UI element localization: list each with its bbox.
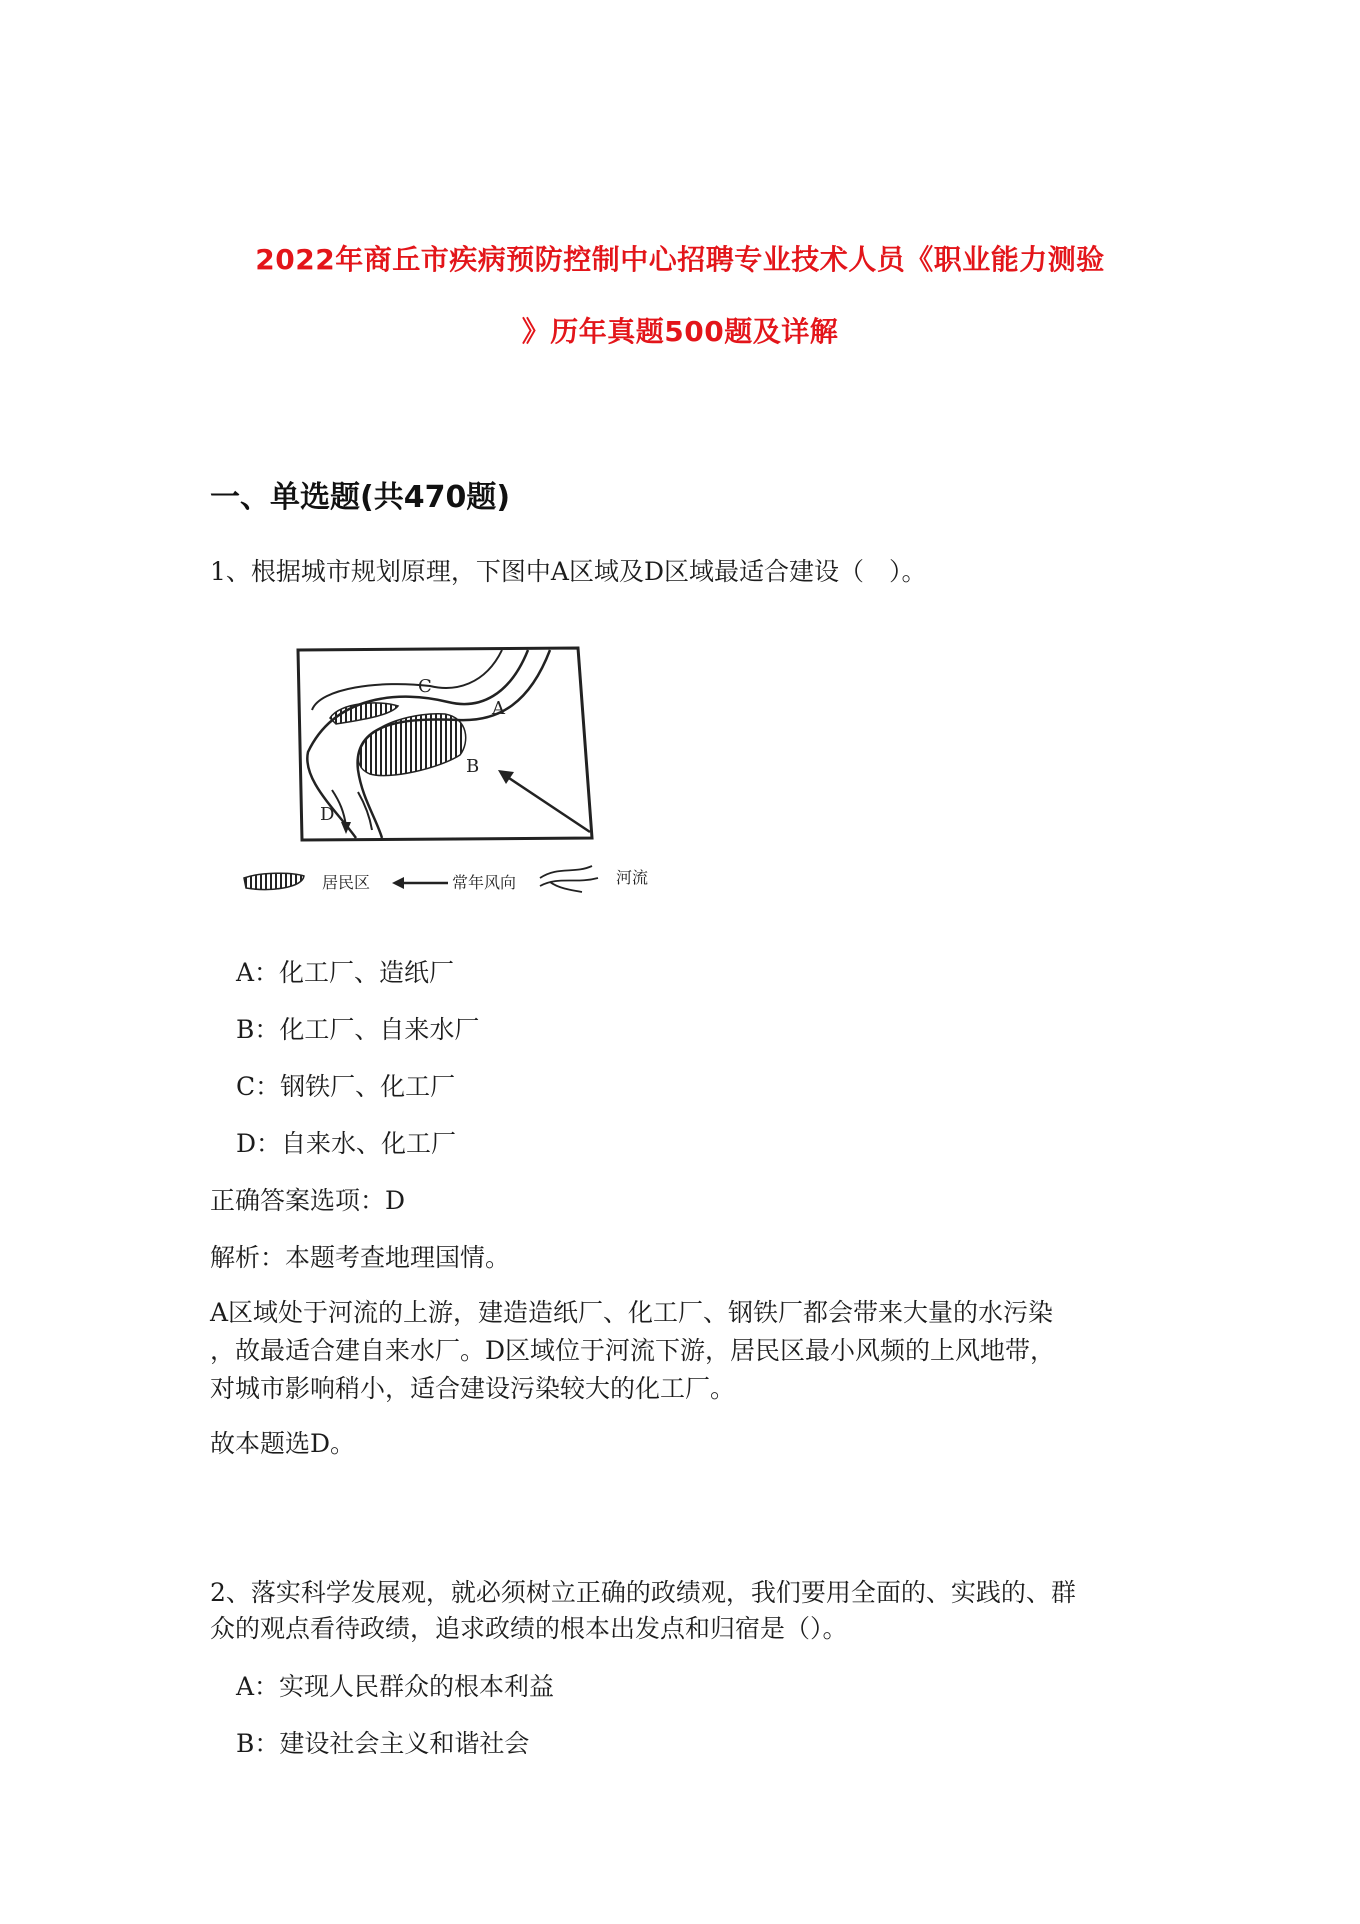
region-label-a: A [492,698,505,719]
legend-residential-label: 居民区 [322,873,371,892]
wind-direction-arrowhead [498,770,514,784]
document-title-line-2: 》历年真题500题及详解 [521,315,839,348]
section-heading: 一、单选题(共470题) [210,480,511,515]
q1-analysis-heading: 解析：本题考查地理国情。 [210,1243,511,1272]
q1-conclusion: 故本题选D。 [210,1429,356,1458]
region-label-d: D [320,804,335,825]
q1-option-d[interactable]: D：自来水、化工厂 [236,1129,457,1158]
document-title-line-1: 2022年商丘市疾病预防控制中心招聘专业技术人员《职业能力测验 [255,243,1105,276]
q1-analysis-line-3: 对城市影响稍小，适合建设污染较大的化工厂。 [210,1374,736,1403]
region-label-c: C [418,676,432,697]
q1-option-c[interactable]: C：钢铁厂、化工厂 [236,1072,456,1101]
question-1-stem: 1、根据城市规划原理，下图中A区域及D区域最适合建设（ ）。 [210,557,927,586]
residential-area-large [358,714,465,776]
q1-option-b[interactable]: B：化工厂、自来水厂 [236,1015,480,1044]
q1-analysis-line-2: ，故最适合建自来水厂。D区域位于河流下游，居民区最小风频的上风地带， [210,1336,1056,1365]
q2-option-a[interactable]: A：实现人民群众的根本利益 [236,1672,555,1701]
question-2-stem-line-2: 众的观点看待政绩，追求政绩的根本出发点和归宿是（）。 [210,1614,848,1643]
region-label-b: B [466,756,480,777]
legend-residential-swatch [244,873,304,889]
q2-option-b[interactable]: B：建设社会主义和谐社会 [236,1729,530,1758]
legend-wind-label: 常年风向 [452,873,517,892]
residential-area-small [330,703,398,724]
legend-river-label: 河流 [616,868,649,887]
legend-wind-arrowhead [392,877,404,889]
q1-answer: 正确答案选项：D [210,1186,406,1215]
legend-river-symbol [540,866,598,892]
question-2-stem-line-1: 2、落实科学发展观，就必须树立正确的政绩观，我们要用全面的、实践的、群 [210,1578,1076,1607]
river-bank-inner [312,650,502,710]
q1-analysis-line-1: A区域处于河流的上游，建造造纸厂、化工厂、钢铁厂都会带来大量的水污染 [210,1298,1054,1327]
question-1-figure [240,640,680,910]
q1-option-a[interactable]: A：化工厂、造纸厂 [236,958,455,987]
wind-direction-arrow [506,776,590,832]
